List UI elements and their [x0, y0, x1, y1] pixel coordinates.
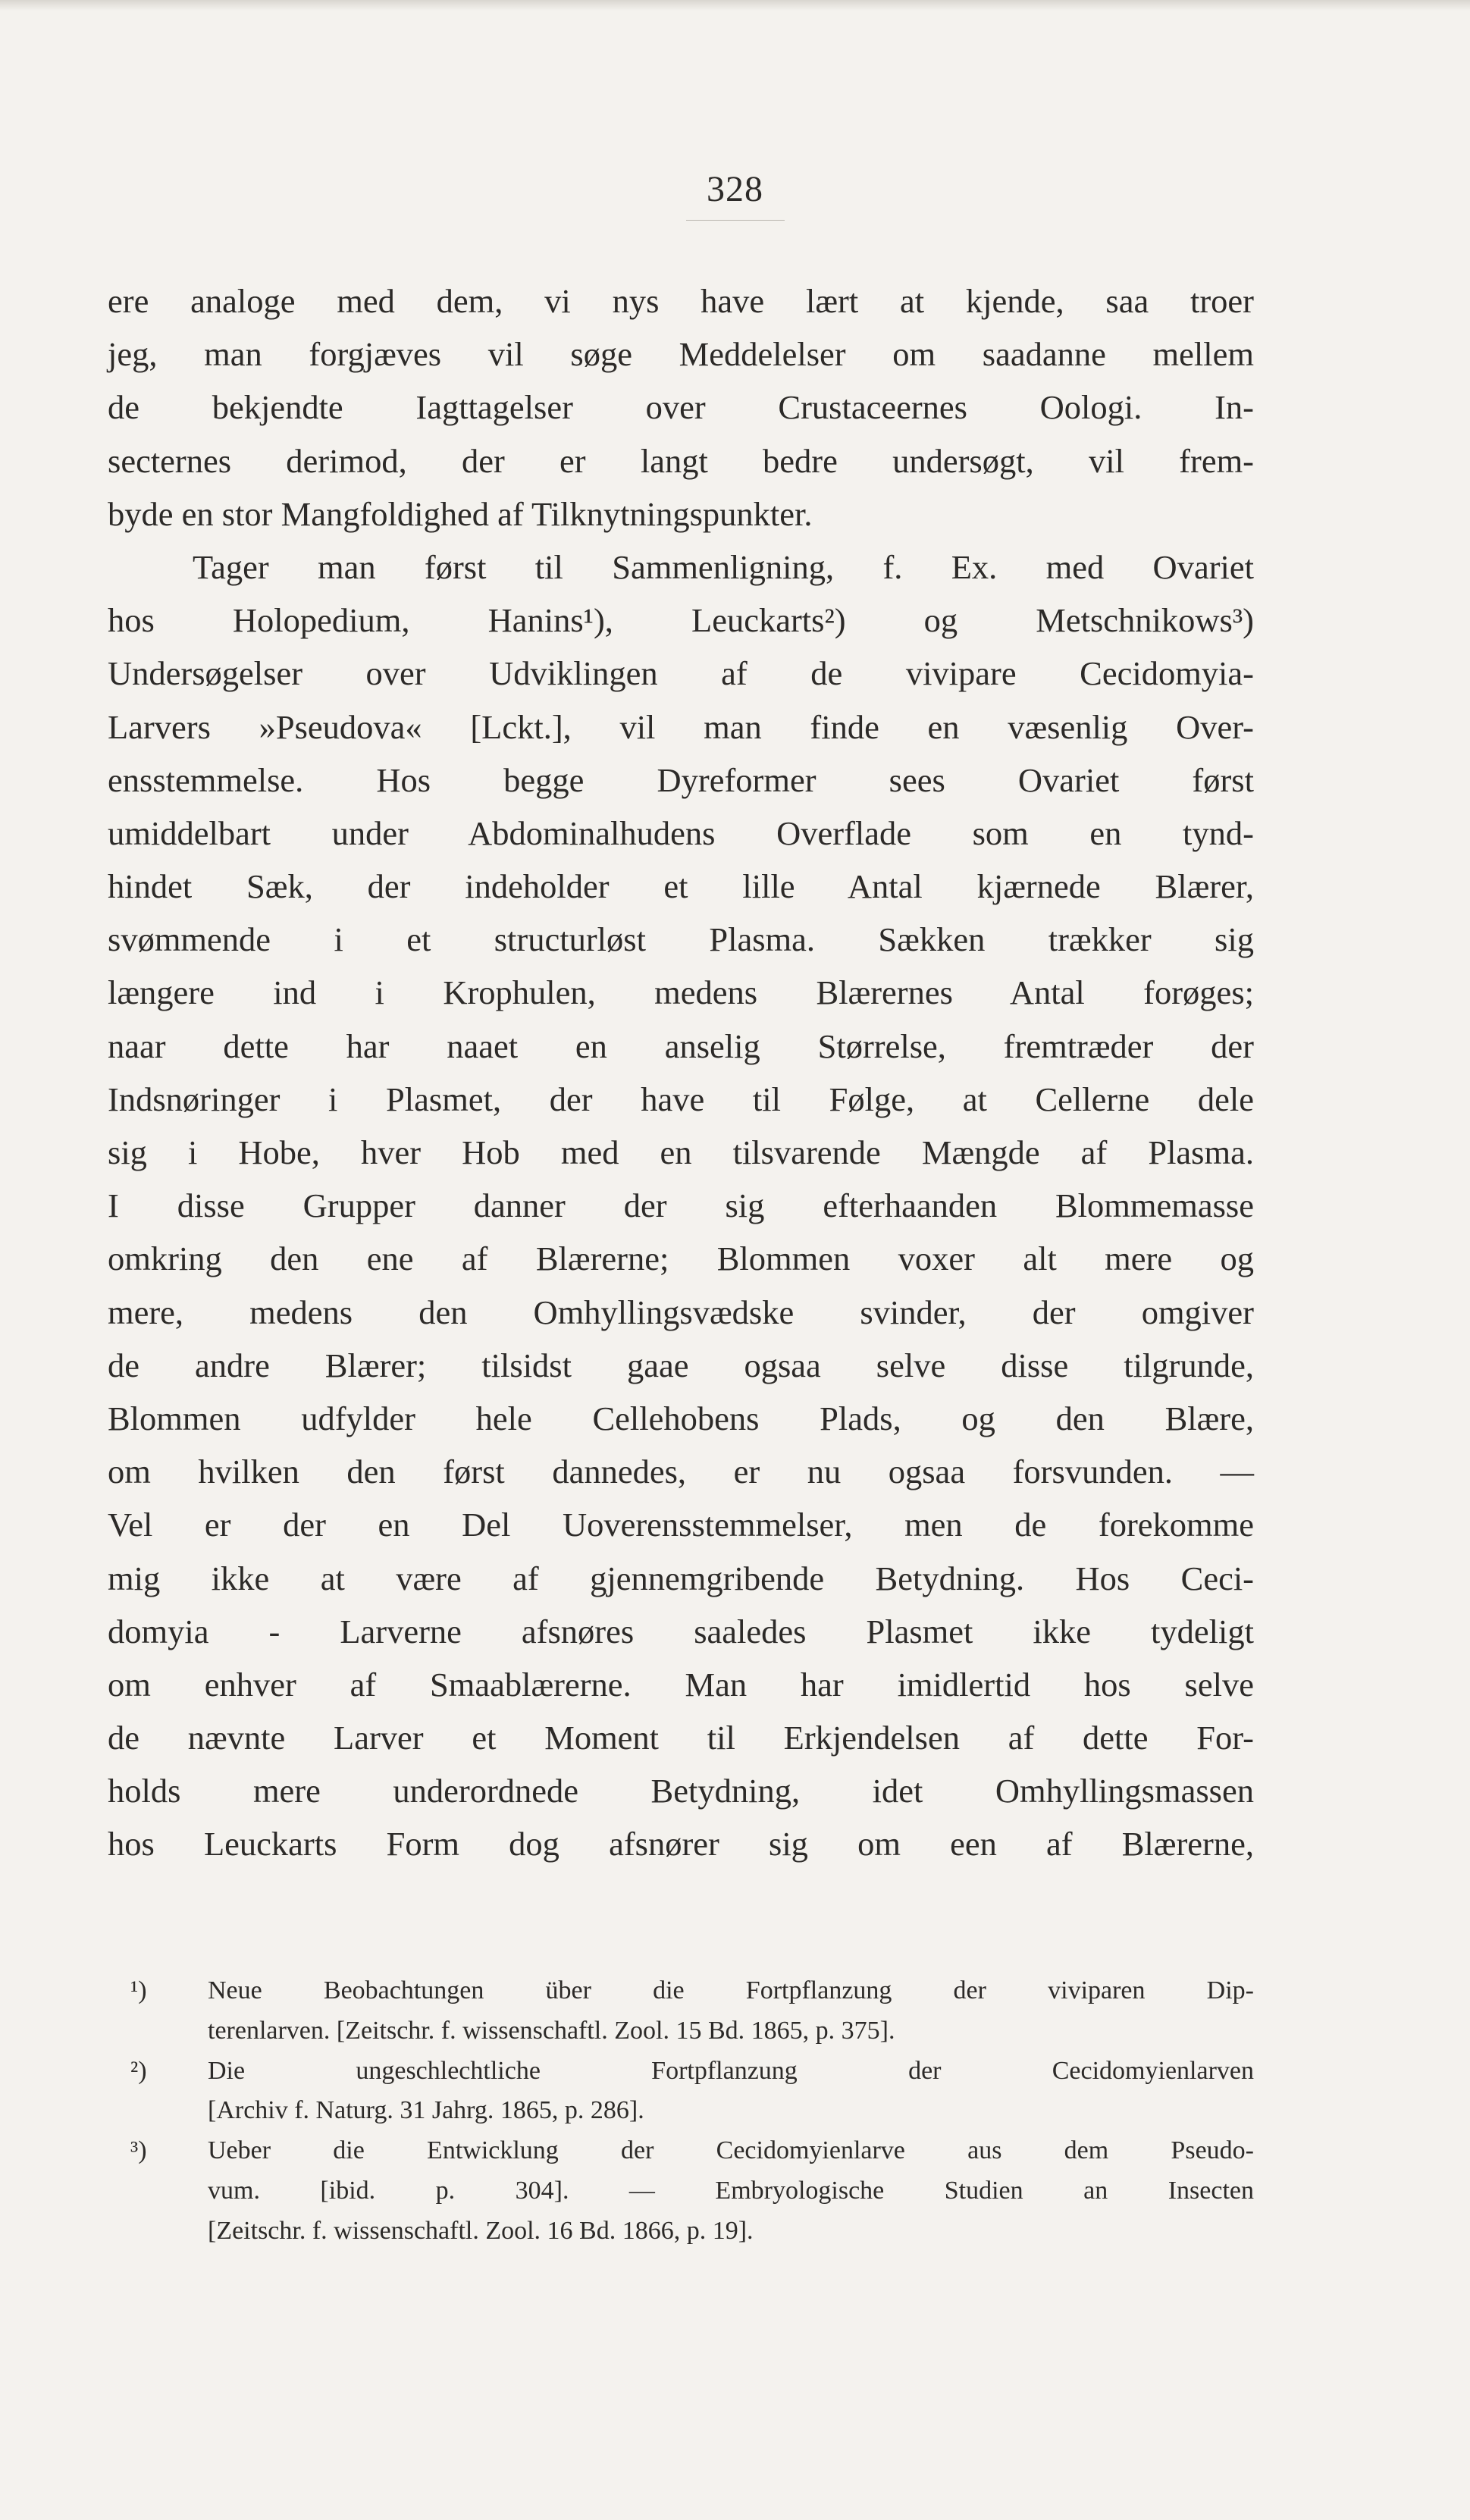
footnote-line: terenlarven. [Zeitschr. f. wissenschaftl. Zool. 15 Bd. 1865, p. 375].	[208, 2016, 895, 2045]
text-line: holds mere underordnede Betydning, idet Omhyllingsmassen	[108, 1772, 1254, 1810]
text-line: hindet Sæk, der indeholder et lille Antal kjærnede Blærer,	[108, 867, 1254, 906]
page-number: 328	[707, 169, 763, 209]
footnote-text: Die ungeschlechtliche Fortpflanzung der Cecidomyienlarven	[208, 2056, 1254, 2085]
text-line: naar dette har naaet en anselig Størrelse, fremtræder der	[108, 1026, 1254, 1065]
text-line: de bekjendte Iagttagelser over Crustaceernes Oologi. In-	[108, 388, 1254, 427]
footnote-marker: ²)	[130, 2056, 147, 2085]
page-number-rule	[686, 220, 785, 221]
text-line: domyia - Larverne afsnøres saaledes Plasmet ikke tydeligt	[108, 1612, 1254, 1650]
text-line: længere ind i Krophulen, medens Blærernes Antal forøges;	[108, 973, 1254, 1012]
page-top-edge	[0, 0, 1470, 11]
footnote-line	[130, 2051, 1254, 2092]
text-line: byde en stor Mangfoldighed af Tilknytningspunkter.	[108, 494, 813, 533]
footnote-1	[130, 1971, 1254, 2051]
text-line: Undersøgelser over Udviklingen af de vivipare Cecidomyia-	[108, 654, 1254, 693]
footnote-marker: ³)	[130, 2136, 147, 2165]
text-line: svømmende i et structurløst Plasma. Sækken trækker sig	[108, 920, 1254, 959]
text-line: omkring den ene af Blærerne; Blommen voxer alt mere og	[108, 1240, 1254, 1278]
text-line: Blommen udfylder hele Cellehobens Plads, og den Blære,	[108, 1399, 1254, 1437]
footnote-line: [Zeitschr. f. wissenschaftl. Zool. 16 Bd. 1866, p. 19].	[208, 2216, 754, 2245]
footnote-text: Neue Beobachtungen über die Fortpflanzung der viviparen Dip-	[208, 1976, 1254, 2004]
text-line: Larvers »Pseudova« [Lckt.], vil man finde en væsenlig Over-	[108, 707, 1254, 746]
footnote-line: vum. [ibid. p. 304]. — Embryologische Studien an Insecten	[208, 2176, 1254, 2205]
text-line: Vel er der en Del Uoverensstemmelser, men de forekomme	[108, 1506, 1254, 1544]
footnote-2	[130, 2051, 1254, 2132]
footnote-text: Ueber die Entwicklung der Cecidomyienlarve aus dem Pseudo-	[208, 2136, 1254, 2165]
text-line: Indsnøringer i Plasmet, der have til Følge, at Cellerne dele	[108, 1080, 1254, 1118]
text-line: Tager man først til Sammenligning, f. Ex. med Ovariet	[193, 547, 1254, 586]
footnote-line	[130, 2131, 1254, 2171]
text-line: ere analoge med dem, vi nys have lært at kjende, saa troer	[108, 282, 1254, 320]
text-line: hos Holopedium, Hanins¹), Leuckarts²) og Metschnikows³)	[108, 601, 1254, 640]
footnote-marker: ¹)	[130, 1976, 147, 2004]
text-line: umiddelbart under Abdominalhudens Overflade som en tynd-	[108, 813, 1254, 852]
footnote-3	[130, 2131, 1254, 2251]
main-text	[108, 274, 1254, 1871]
text-line: de nævnte Larver et Moment til Erkjendelsen af dette For-	[108, 1719, 1254, 1757]
footnote-line	[130, 1971, 1254, 2011]
footnote-line: [Archiv f. Naturg. 31 Jahrg. 1865, p. 286].	[208, 2096, 644, 2125]
footnotes	[130, 1971, 1254, 2252]
text-line: jeg, man forgjæves vil søge Meddelelser om saadanne mellem	[108, 335, 1254, 374]
text-line: sig i Hobe, hver Hob med en tilsvarende Mængde af Plasma.	[108, 1133, 1254, 1171]
text-line: hos Leuckarts Form dog afsnører sig om een af Blærerne,	[108, 1825, 1254, 1863]
text-line: secternes derimod, der er langt bedre undersøgt, vil frem-	[108, 441, 1254, 480]
text-line: om hvilken den først dannedes, er nu ogsaa forsvunden. —	[108, 1453, 1254, 1491]
text-line: ensstemmelse. Hos begge Dyreformer sees Ovariet først	[108, 760, 1254, 799]
text-line: om enhver af Smaablærerne. Man har imidlertid hos selve	[108, 1665, 1254, 1704]
text-line: mig ikke at være af gjennemgribende Betydning. Hos Ceci-	[108, 1559, 1254, 1597]
text-line: mere, medens den Omhyllingsvædske svinder, der omgiver	[108, 1293, 1254, 1331]
text-line: de andre Blærer; tilsidst gaae ogsaa selve disse tilgrunde,	[108, 1346, 1254, 1384]
text-line: I disse Grupper danner der sig efterhaanden Blommemasse	[108, 1186, 1254, 1225]
